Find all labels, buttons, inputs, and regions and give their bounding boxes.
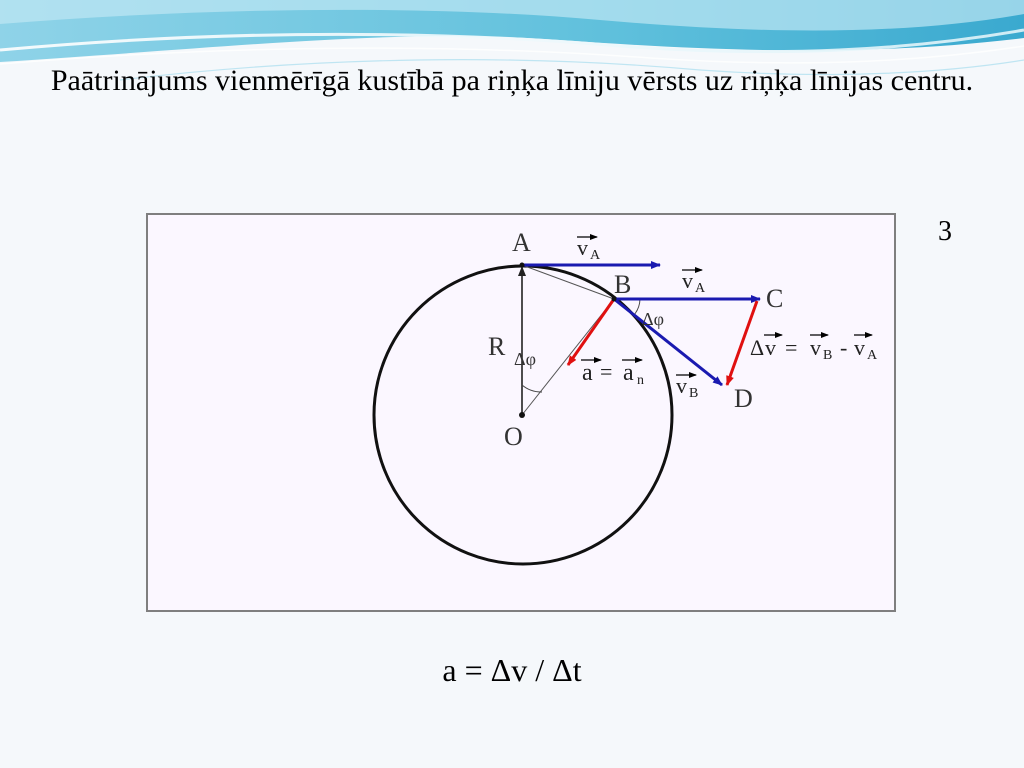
page-number: 3 — [938, 216, 952, 247]
slide-title: Paātrinājums vienmērīgā kustībā pa riņķa līniju vērsts uz riņķa līnijas centru. — [50, 64, 974, 97]
label-radius-r: R — [488, 332, 506, 361]
label-velocity-a — [577, 235, 601, 263]
svg-text:v: v — [682, 268, 693, 293]
label-delta-v-equation — [750, 335, 878, 363]
svg-text:A: A — [867, 348, 878, 363]
svg-text:-: - — [840, 335, 848, 360]
circular-motion-diagram — [146, 213, 896, 612]
label-angle-center: Δφ — [514, 349, 536, 369]
label-velocity-a-copy — [682, 268, 706, 296]
svg-text:Δ: Δ — [750, 335, 765, 360]
label-acceleration — [581, 359, 644, 388]
svg-text:=: = — [785, 335, 798, 360]
svg-text:a: a — [582, 360, 593, 386]
point-a-dot — [520, 263, 525, 268]
label-point-a: A — [512, 228, 531, 257]
angle-arc-b — [634, 299, 640, 315]
svg-text:v: v — [854, 335, 865, 360]
center-dot — [519, 412, 525, 418]
svg-text:B: B — [823, 348, 833, 363]
angle-arc-center — [522, 385, 542, 392]
svg-text:a: a — [623, 360, 634, 386]
svg-text:v: v — [676, 373, 687, 398]
svg-text:n: n — [637, 373, 644, 388]
label-point-c: C — [766, 284, 784, 313]
acceleration-formula: a = Δv / Δt — [442, 652, 582, 688]
svg-text:v: v — [765, 335, 776, 360]
svg-text:v: v — [810, 335, 821, 360]
acceleration-arrow — [568, 299, 614, 365]
label-point-b: B — [614, 270, 632, 299]
svg-text:A: A — [590, 248, 601, 263]
label-angle-b: Δφ — [642, 309, 664, 329]
chord-ab-line — [522, 265, 614, 299]
label-point-d: D — [734, 384, 753, 413]
label-velocity-b — [676, 373, 698, 401]
svg-text:A: A — [695, 281, 706, 296]
svg-text:v: v — [577, 235, 588, 260]
label-center-o: O — [504, 422, 523, 451]
svg-text:=: = — [600, 359, 613, 384]
svg-text:B: B — [689, 386, 699, 401]
